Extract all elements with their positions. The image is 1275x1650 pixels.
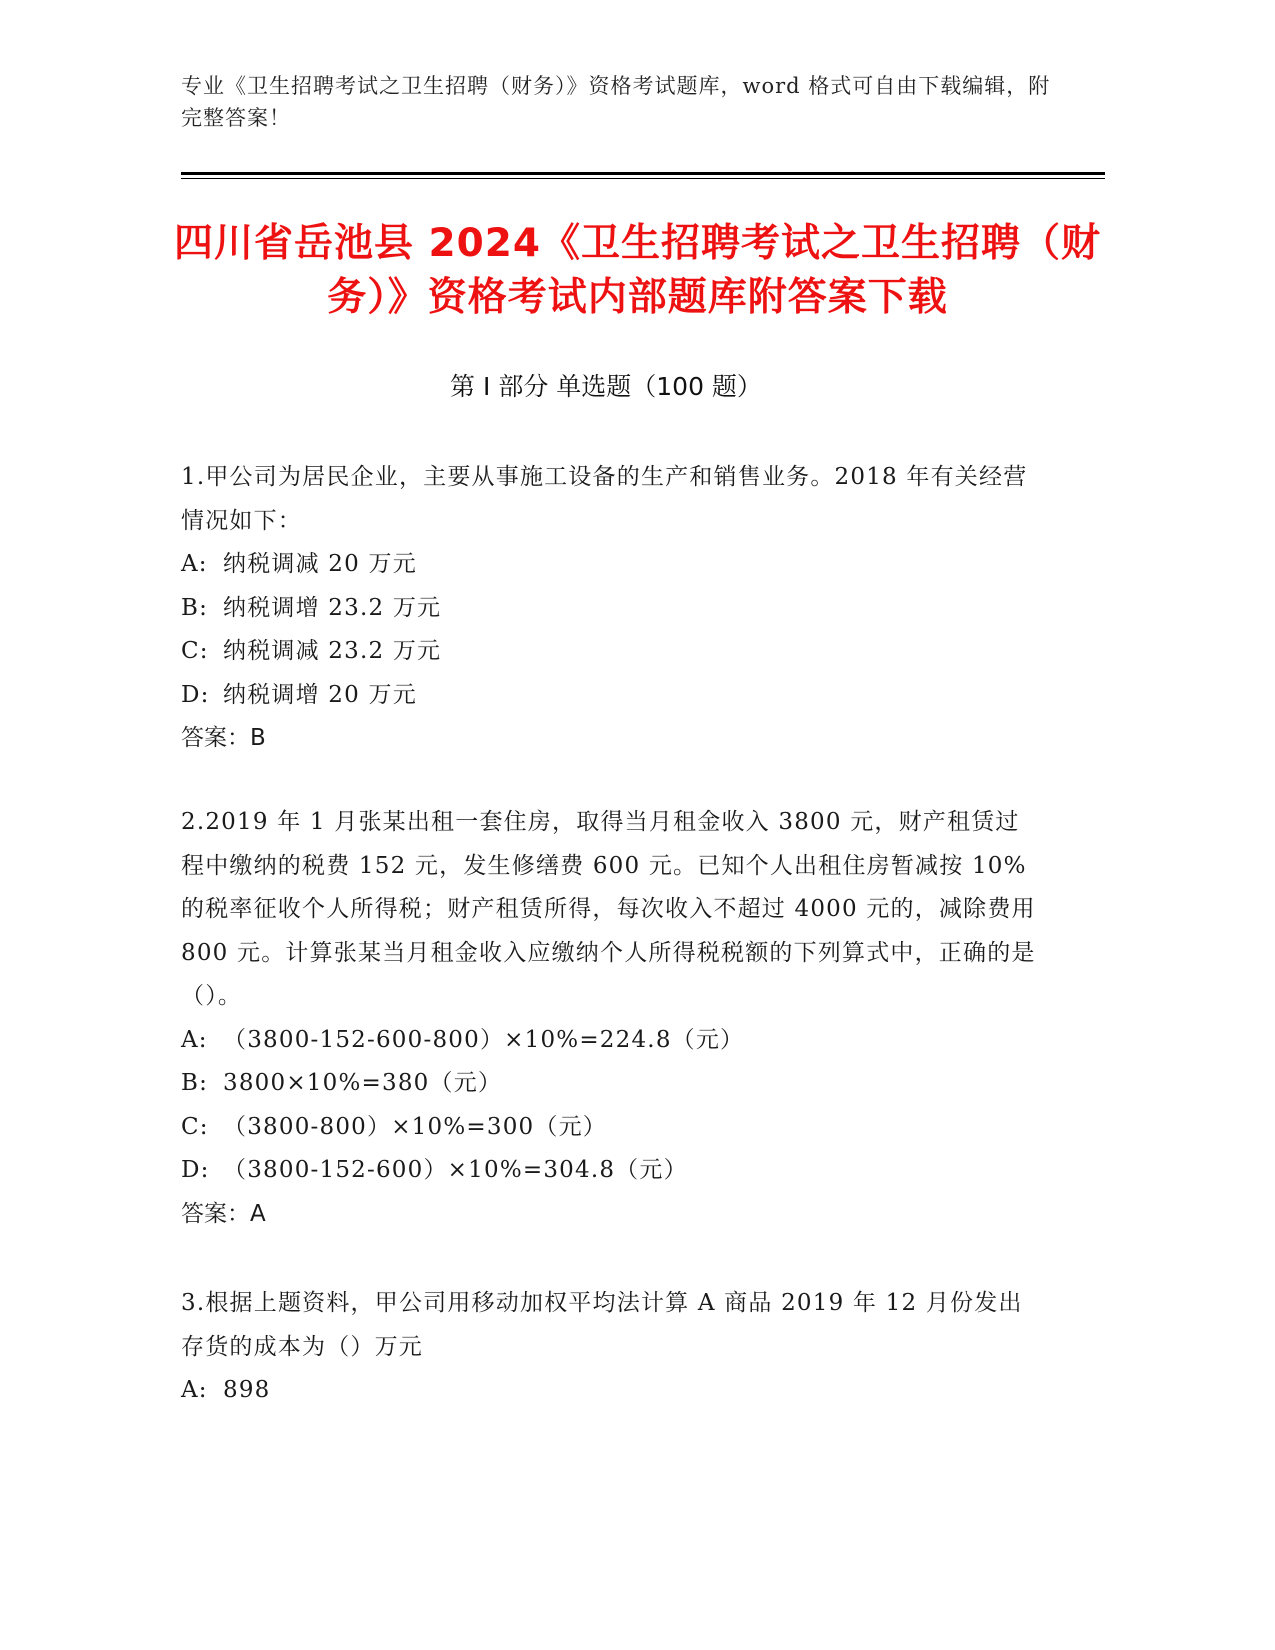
question-stem: 2.2019 年 1 月张某出租一套住房，取得当月租金收入 3800 元，财产租赁过程中缴纳的税费 152 元，发生修缮费 600 元。已知个人出租住房暂减按 10%的税率征收个人所得税；财产租赁所得，每次收入不超过 4000 元的，减除费用 800 元。计算张某当月租金收入应缴纳个人所得税税额的下列算式中，正确的是（）。	[181, 809, 1036, 1009]
option-key: A:	[181, 1377, 208, 1403]
option-text: （3800-152-600）×10%=304.8（元）	[223, 1157, 688, 1183]
option-key: D:	[181, 1157, 210, 1183]
option-key: A:	[181, 551, 208, 577]
option-key: D:	[181, 681, 210, 708]
option-d	[181, 674, 1041, 718]
question-stem: 3.根据上题资料，甲公司用移动加权平均法计算 A 商品 2019 年 12 月份发出存货的成本为（）万元	[181, 1290, 1023, 1360]
option-text: （3800-800）×10%=300（元）	[223, 1113, 607, 1140]
option-c	[181, 1106, 1041, 1150]
question-3	[181, 1282, 1041, 1413]
section-heading: 第 I 部分 单选题（100 题）	[450, 372, 762, 401]
option-text: 纳税调减 20 万元	[223, 551, 417, 577]
header-divider-thin	[181, 178, 1105, 179]
option-a	[181, 1369, 1041, 1413]
option-text: 3800×10%=380（元）	[223, 1070, 503, 1096]
option-key: C:	[181, 1113, 209, 1140]
header-note: 专业《卫生招聘考试之卫生招聘（财务）》资格考试题库，word 格式可自由下载编辑，附完整答案！	[181, 74, 1051, 130]
option-key: B:	[181, 594, 209, 621]
question-2	[181, 801, 1041, 1236]
question-1	[181, 456, 1041, 761]
option-b	[181, 587, 1041, 631]
document-title: 四川省岳池县 2024《卫生招聘考试之卫生招聘（财务）》资格考试内部题库附答案下载	[173, 221, 1102, 320]
option-text: （3800-152-600-800）×10%=224.8（元）	[223, 1026, 745, 1053]
option-text: 纳税调减 23.2 万元	[223, 638, 442, 664]
option-key: C:	[181, 638, 209, 664]
option-b	[181, 1062, 1041, 1106]
question-stem: 1.甲公司为居民企业，主要从事施工设备的生产和销售业务。2018 年有关经营情况如下：	[181, 464, 1028, 534]
option-text: 898	[223, 1377, 271, 1403]
option-text: 纳税调增 20 万元	[223, 681, 417, 708]
answer-line: 答案：A	[181, 1200, 266, 1227]
option-a	[181, 543, 1041, 587]
option-text: 纳税调增 23.2 万元	[223, 594, 442, 621]
option-key: B:	[181, 1070, 209, 1096]
answer-line: 答案：B	[181, 725, 266, 751]
option-d	[181, 1149, 1041, 1193]
option-key: A:	[181, 1026, 208, 1053]
option-c	[181, 630, 1041, 674]
option-a	[181, 1019, 1041, 1063]
header-divider-thick	[181, 172, 1105, 175]
